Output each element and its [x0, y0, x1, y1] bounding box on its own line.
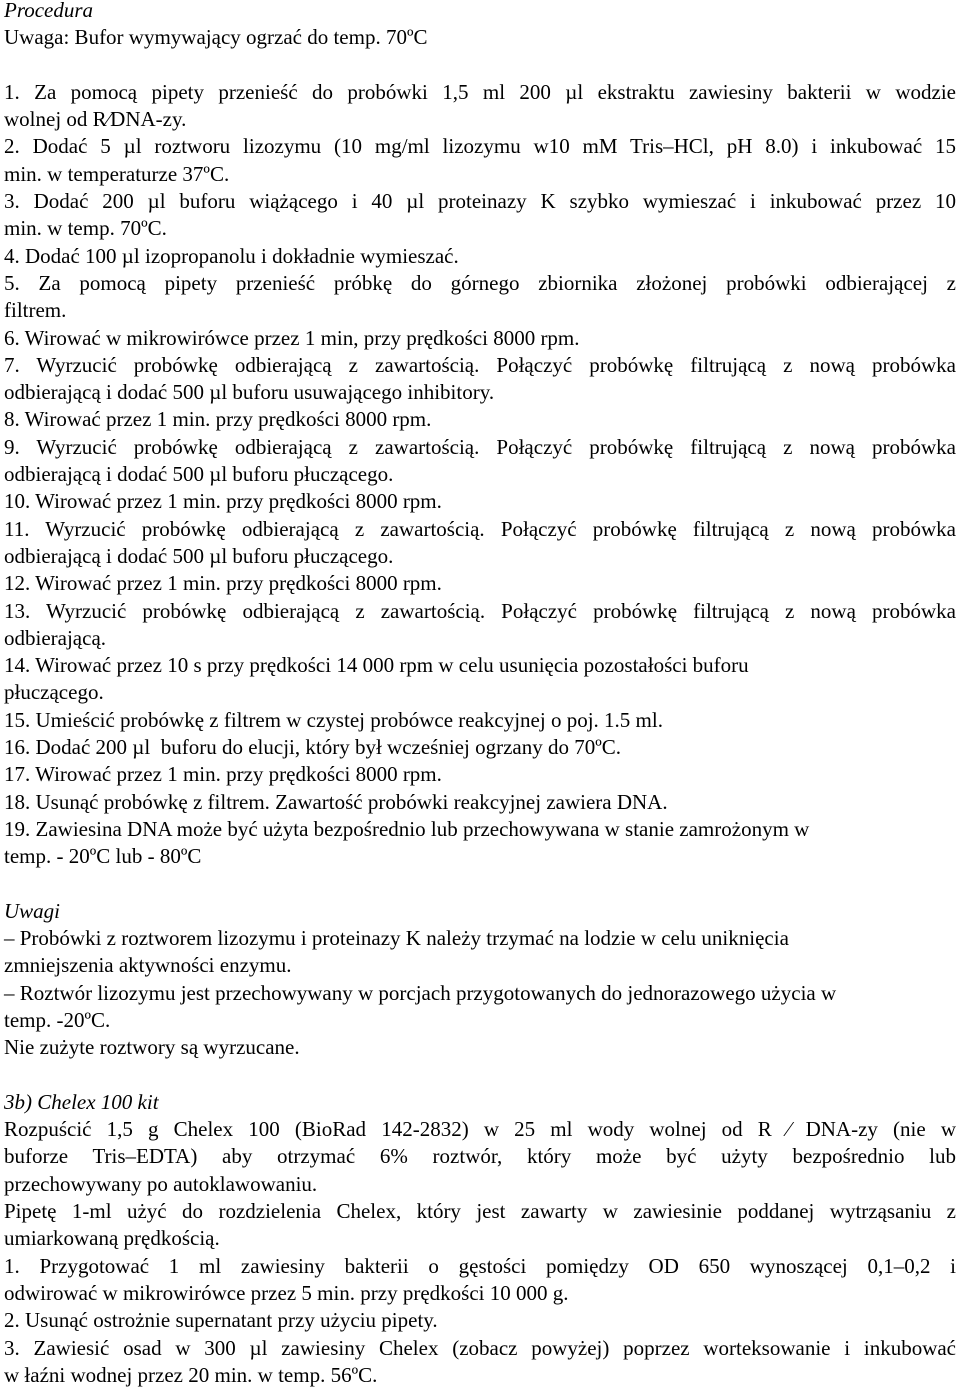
procedure-heading: Procedura: [4, 0, 94, 22]
procedure-line: odbierającą i dodać 500 µl buforu płuczącego.: [4, 543, 394, 568]
procedure-line: 12. Wirować przez 1 min. przy prędkości 8000 rpm.: [4, 571, 442, 596]
procedure-line: 4. Dodać 100 µl izopropanolu i dokładnie wymieszać.: [4, 243, 459, 268]
procedure-steps: [4, 79, 956, 871]
procedure-line: 18. Usunąć probówkę z filtrem. Zawartość probówki reakcyjnej zawiera DNA.: [4, 789, 668, 814]
chelex-heading: 3b) Chelex 100 kit: [4, 1089, 159, 1114]
chelex-steps: [4, 1116, 956, 1389]
procedure-line: min. w temperaturze 37ºC.: [4, 161, 230, 186]
chelex-line: Rozpuścić 1,5 g Chelex 100 (BioRad 142-2832) w 25 ml wody wolnej od R ⁄ DNA-zy (nie w: [4, 1117, 956, 1142]
notes-line: – Roztwór lizozymu jest przechowywany w porcjach przygotowanych do jednorazowego użycia w: [4, 980, 837, 1005]
procedure-line: 5. Za pomocą pipety przenieść próbkę do górnego zbiornika złożonej probówki odbierającej z: [4, 270, 956, 295]
procedure-line: 14. Wirować przez 10 s przy prędkości 14 000 rpm w celu usunięcia pozostałości buforu: [4, 653, 749, 678]
buffer-note: Uwaga: Bufor wymywający ogrzać do temp. 70ºC: [4, 25, 428, 50]
procedure-line: 6. Wirować w mikrowirówce przez 1 min, przy prędkości 8000 rpm.: [4, 325, 580, 350]
chelex-line: buforze Tris–EDTA) aby otrzymać 6% roztwór, który może być użyty bezpośrednio lub: [4, 1144, 956, 1169]
chelex-line: 2. Usunąć ostrożnie supernatant przy użyciu pipety.: [4, 1308, 438, 1333]
procedure-line: 11. Wyrzucić probówkę odbierającą z zawartością. Połączyć probówkę filtrującą z nową probówka: [4, 516, 956, 541]
chelex-line: Pipetę 1-ml użyć do rozdzielenia Chelex, który jest zawarty w zawiesinie poddanej wytrząsaniu z: [4, 1199, 956, 1224]
procedure-line: filtrem.: [4, 298, 67, 323]
procedure-line: 1. Za pomocą pipety przenieść do probówki 1,5 ml 200 µl ekstraktu zawiesiny bakterii w wodzie: [4, 79, 956, 104]
document-page: [4, 0, 956, 1389]
procedure-line: 2. Dodać 5 µl roztworu lizozymu (10 mg/ml lizozymu w10 mM Tris–HCl, pH 8.0) i inkubować 15: [4, 134, 956, 159]
procedure-line: 3. Dodać 200 µl buforu wiążącego i 40 µl proteinazy K szybko wymieszać i inkubować przez 10: [4, 189, 956, 214]
procedure-line: odbierającą i dodać 500 µl buforu płuczącego.: [4, 462, 394, 487]
procedure-line: 7. Wyrzucić probówkę odbierającą z zawartością. Połączyć probówkę filtrującą z nową probówka: [4, 352, 956, 377]
procedure-line: 8. Wirować przez 1 min. przy prędkości 8000 rpm.: [4, 407, 432, 432]
chelex-line: 3. Zawiesić osad w 300 µl zawiesiny Chelex (zobacz powyżej) poprzez worteksowanie i inkubować: [4, 1335, 956, 1360]
blank-line: [4, 52, 956, 79]
procedure-line: 19. Zawiesina DNA może być użyta bezpośrednio lub przechowywana w stanie zamrożonym w: [4, 816, 810, 841]
procedure-line: 9. Wyrzucić probówkę odbierającą z zawartością. Połączyć probówkę filtrującą z nową probówka: [4, 434, 956, 459]
notes-list: [4, 925, 956, 1061]
blank-line: [4, 1062, 956, 1089]
procedure-line: min. w temp. 70ºC.: [4, 216, 167, 241]
procedure-line: odbierającą.: [4, 625, 107, 650]
blank-line: [4, 871, 956, 898]
chelex-line: w łaźni wodnej przez 20 min. w temp. 56ºC.: [4, 1362, 378, 1387]
procedure-line: 17. Wirować przez 1 min. przy prędkości 8000 rpm.: [4, 762, 442, 787]
chelex-line: umiarkowaną prędkością.: [4, 1226, 220, 1251]
procedure-line: 10. Wirować przez 1 min. przy prędkości 8000 rpm.: [4, 489, 442, 514]
chelex-line: 1. Przygotować 1 ml zawiesiny bakterii o gęstości pomiędzy OD 650 wynoszącej 0,1–0,2 i: [4, 1253, 956, 1278]
procedure-line: wolnej od R⁄DNA-zy.: [4, 107, 187, 132]
chelex-section: [4, 1089, 956, 1389]
procedure-line: 16. Dodać 200 µl buforu do elucji, który był wcześniej ogrzany do 70ºC.: [4, 735, 621, 760]
procedure-line: płuczącego.: [4, 680, 104, 705]
chelex-line: odwirować w mikrowirówce przez 5 min. przy prędkości 10 000 g.: [4, 1280, 569, 1305]
procedure-line: temp. - 20ºC lub - 80ºC: [4, 844, 202, 869]
procedure-section: [4, 0, 956, 871]
notes-heading: Uwagi: [4, 898, 61, 923]
notes-section: [4, 898, 956, 1062]
procedure-line: 13. Wyrzucić probówkę odbierającą z zawartością. Połączyć probówkę filtrującą z nową probówka: [4, 598, 956, 623]
chelex-line: przechowywany po autoklawowaniu.: [4, 1171, 318, 1196]
notes-line: – Probówki z roztworem lizozymu i proteinazy K należy trzymać na lodzie w celu uniknięcia: [4, 926, 789, 951]
procedure-line: 15. Umieścić probówkę z filtrem w czystej probówce reakcyjnej o poj. 1.5 ml.: [4, 707, 663, 732]
notes-line: Nie zużyte roztwory są wyrzucane.: [4, 1035, 300, 1060]
notes-line: temp. -20ºC.: [4, 1007, 111, 1032]
notes-line: zmniejszenia aktywności enzymu.: [4, 953, 292, 978]
procedure-line: odbierającą i dodać 500 µl buforu usuwającego inhibitory.: [4, 380, 495, 405]
